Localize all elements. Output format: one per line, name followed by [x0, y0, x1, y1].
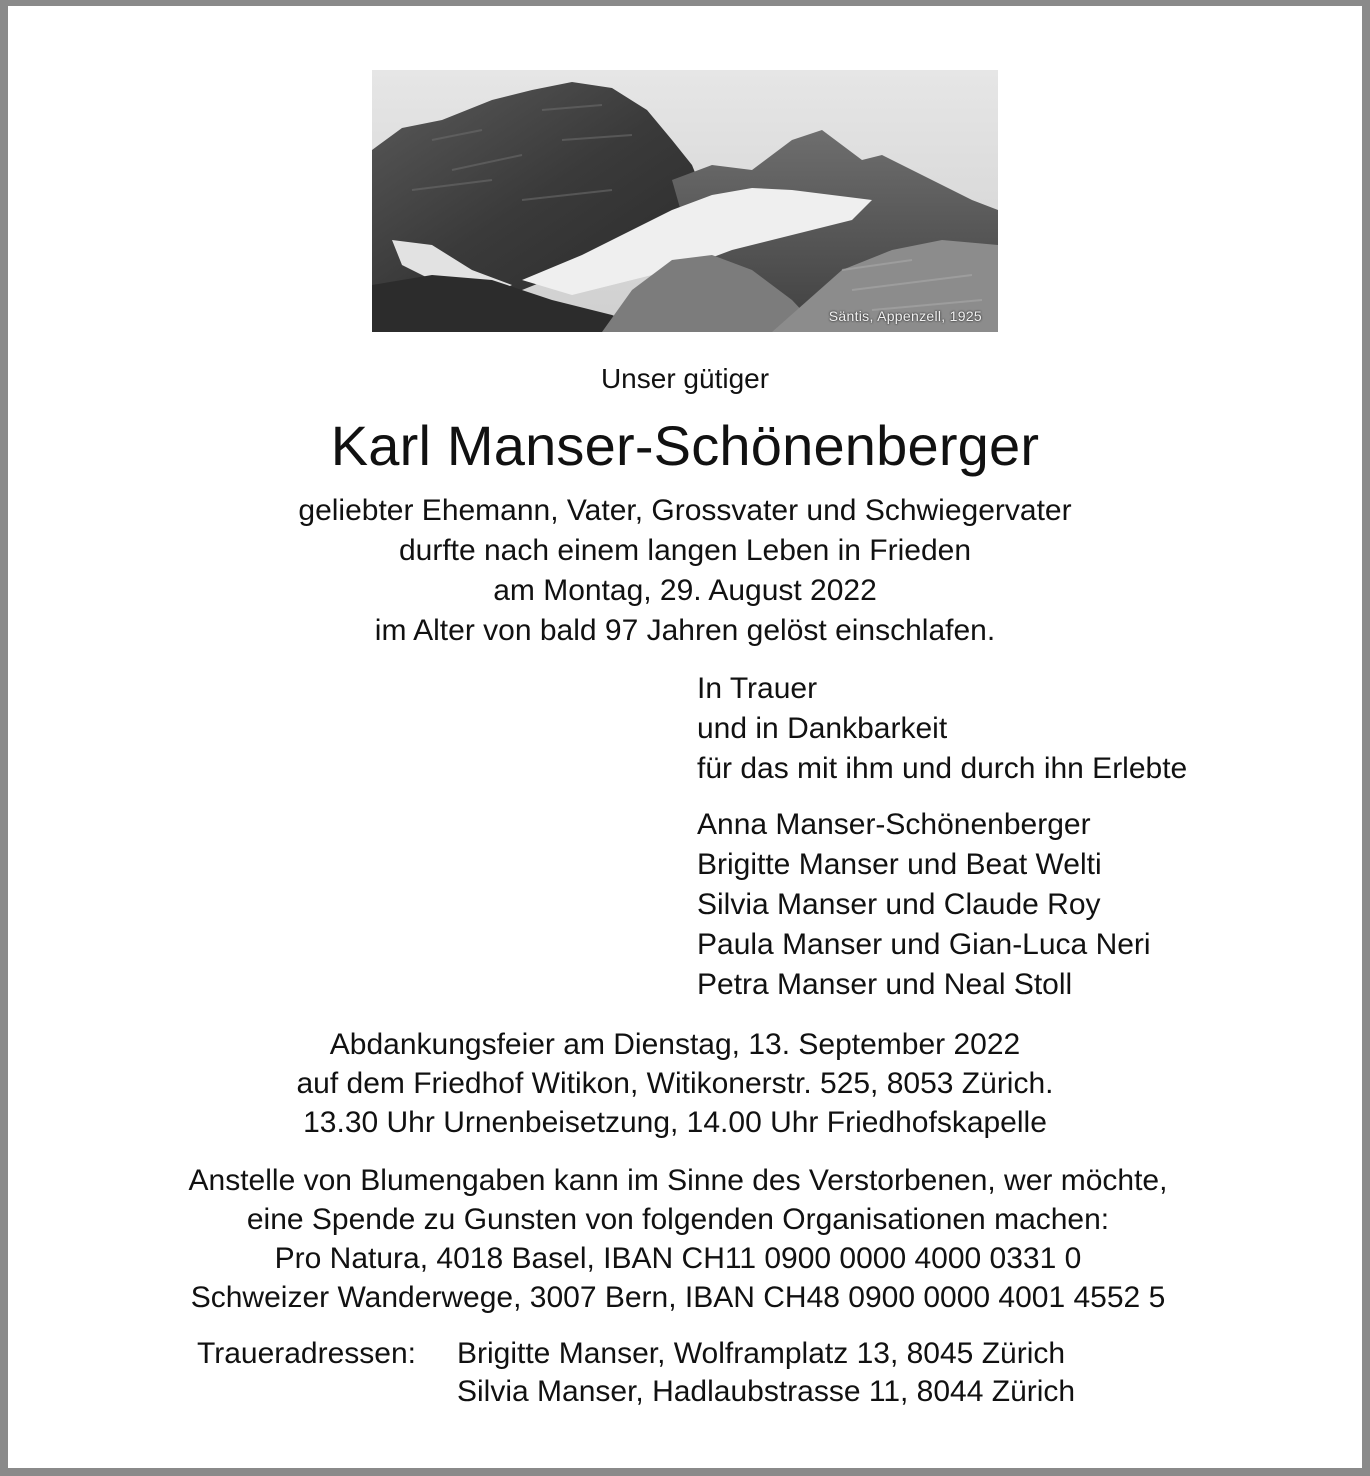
family-list — [697, 805, 1151, 1005]
mountain-photo — [372, 70, 998, 332]
donation-line: Pro Natura, 4018 Basel, IBAN CH11 0900 0000 4000 0331 0 — [274, 1242, 1082, 1275]
mourning-line: für das mit ihm und durch ihn Erlebte — [697, 752, 1188, 785]
photo-caption: Säntis, Appenzell, 1925 — [828, 308, 982, 324]
donation-info — [0, 1161, 1363, 1317]
ceremony-line: Abdankungsfeier am Dienstag, 13. September 2022 — [329, 1028, 1021, 1061]
mourning-line: In Trauer — [697, 672, 818, 705]
mourning-text — [697, 669, 1187, 789]
mourning-line: und in Dankbarkeit — [697, 712, 948, 745]
notice-line: durfte nach einem langen Leben in Frieden — [398, 534, 972, 567]
donation-line: Schweizer Wanderwege, 3007 Bern, IBAN CH48 0900 0000 4001 4552 5 — [190, 1281, 1166, 1314]
notice-line: geliebter Ehemann, Vater, Grossvater und Schwiegervater — [298, 494, 1072, 527]
family-member: Brigitte Manser und Beat Welti — [697, 848, 1102, 881]
ceremony-line: auf dem Friedhof Witikon, Witikonerstr. 525, 8053 Zürich. — [296, 1067, 1054, 1100]
family-member: Silvia Manser und Claude Roy — [697, 888, 1101, 921]
ceremony-line: 13.30 Uhr Urnenbeisetzung, 14.00 Uhr Friedhofskapelle — [303, 1106, 1047, 1139]
family-member: Petra Manser und Neal Stoll — [697, 968, 1073, 1001]
family-member: Paula Manser und Gian-Luca Neri — [697, 928, 1151, 961]
addresses-label: Traueradressen: — [197, 1337, 416, 1370]
donation-line: eine Spende zu Gunsten von folgenden Organisationen machen: — [246, 1203, 1110, 1236]
notice-lines — [0, 491, 1370, 651]
family-member: Anna Manser-Schönenberger — [697, 808, 1091, 841]
ceremony-info — [0, 1025, 1360, 1142]
address-entry: Silvia Manser, Hadlaubstrasse 11, 8044 Zürich — [457, 1375, 1076, 1408]
notice-line: im Alter von bald 97 Jahren gelöst einschlafen. — [374, 614, 996, 647]
notice-line: am Montag, 29. August 2022 — [493, 574, 877, 607]
mountain-image-icon — [372, 70, 998, 332]
deceased-name: Karl Manser-Schönenberger — [330, 414, 1040, 477]
donation-line: Anstelle von Blumengaben kann im Sinne des Verstorbenen, wer möchte, — [188, 1164, 1168, 1197]
address-entry: Brigitte Manser, Wolframplatz 13, 8045 Zürich — [457, 1337, 1066, 1370]
intro-text: Unser gütiger — [600, 363, 770, 394]
